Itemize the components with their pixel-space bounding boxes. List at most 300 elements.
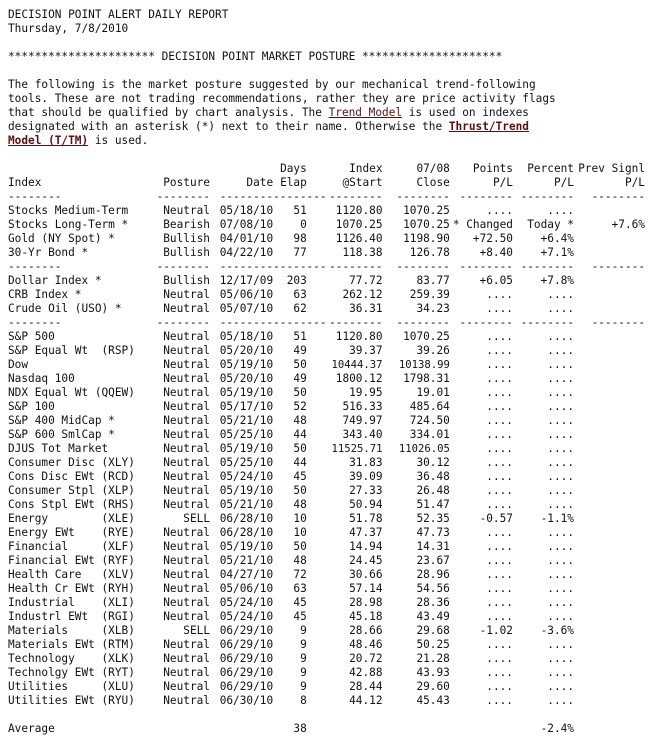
cell: +6.05 <box>479 274 513 287</box>
cell: 05/19/10 <box>219 442 274 455</box>
cell <box>574 330 653 344</box>
cell: .... <box>547 470 574 483</box>
table-row <box>8 610 653 624</box>
cell: Neutral <box>163 372 210 385</box>
cell: 26.48 <box>416 484 450 497</box>
cell: .... <box>486 288 513 301</box>
cell: Neutral <box>163 428 210 441</box>
cell: 06/29/10 <box>219 638 274 651</box>
cell: 05/18/10 <box>219 204 274 217</box>
cell: 1070.25 <box>335 218 383 231</box>
table-body <box>8 162 653 736</box>
table-row <box>8 358 653 372</box>
cell: 07/08 <box>416 162 450 175</box>
cell: 05/19/10 <box>219 358 274 371</box>
report-title: DECISION POINT ALERT DAILY REPORT <box>8 8 229 21</box>
cell: 49 <box>293 344 307 357</box>
cell: Index <box>8 176 42 189</box>
cell: Neutral <box>163 330 210 343</box>
report-page <box>8 8 653 736</box>
cell: Consumer Disc (XLY) <box>8 456 135 469</box>
cell: 05/19/10 <box>219 386 274 399</box>
cell: 126.78 <box>409 246 450 259</box>
cell: Today * <box>527 218 574 231</box>
cell: Financial EWt (RYF) <box>8 554 135 567</box>
cell: +6.4% <box>540 232 574 245</box>
cell: 06/28/10 <box>219 512 274 525</box>
cell: 47.73 <box>416 526 450 539</box>
cell: 48.46 <box>349 638 383 651</box>
cell: Industrl EWt (RGI) <box>8 610 135 623</box>
cell: Financial (XLF) <box>8 540 135 553</box>
cell: Neutral <box>163 358 210 371</box>
cell: 11026.05 <box>398 443 450 455</box>
cell <box>8 708 155 722</box>
cell <box>574 638 653 652</box>
cell: 05/20/10 <box>219 344 274 357</box>
cell: 63 <box>293 288 307 301</box>
cell <box>383 722 450 736</box>
cell: 14.94 <box>349 540 383 553</box>
cell: 52.35 <box>416 512 450 525</box>
cell: .... <box>547 694 574 707</box>
cell: .... <box>486 540 513 553</box>
cell: .... <box>547 456 574 469</box>
cell <box>574 400 653 414</box>
cell: Cons Disc EWt (RCD) <box>8 470 135 483</box>
cell: 06/29/10 <box>219 624 274 637</box>
cell: DJUS Tot Market <box>8 442 109 455</box>
cell: 36.48 <box>416 470 450 483</box>
cell: 06/29/10 <box>219 652 274 665</box>
cell: SELL <box>183 512 210 525</box>
cell: 05/24/10 <box>219 470 274 483</box>
cell: 24.45 <box>349 554 383 567</box>
cell: 43.93 <box>416 666 450 679</box>
cell: Neutral <box>163 540 210 553</box>
cell: .... <box>547 330 574 343</box>
cell: 9 <box>300 652 307 665</box>
cell: Neutral <box>163 344 210 357</box>
table-row <box>8 274 653 288</box>
table-row <box>8 596 653 610</box>
cell: 343.40 <box>342 428 383 441</box>
cell: .... <box>486 470 513 483</box>
table-row <box>8 540 653 554</box>
cell: 77.72 <box>349 274 383 287</box>
cell: .... <box>486 666 513 679</box>
table-row <box>8 204 653 218</box>
table-row <box>8 414 653 428</box>
cell: 50.25 <box>416 638 450 651</box>
cell: +8.40 <box>479 246 513 259</box>
cell: 1198.90 <box>403 232 450 245</box>
rule-row <box>8 316 653 330</box>
cell <box>574 498 653 512</box>
cell: -------- <box>520 316 574 329</box>
cell: 83.77 <box>416 274 450 287</box>
cell <box>574 274 653 288</box>
cell: -------- <box>273 260 327 273</box>
average-days: 38 <box>293 722 307 735</box>
cell: 11525.71 <box>331 443 383 455</box>
cell <box>574 358 653 372</box>
cell: Materials (XLB) <box>8 624 135 637</box>
cell: -------- <box>520 260 574 273</box>
cell: .... <box>547 568 574 581</box>
cell: .... <box>486 554 513 567</box>
cell: .... <box>486 456 513 469</box>
cell: 1070.25 <box>403 330 450 343</box>
cell: 1126.40 <box>335 232 383 245</box>
cell <box>574 344 653 358</box>
table-row <box>8 666 653 680</box>
trend-model-link[interactable]: Trend Model <box>328 106 403 119</box>
table-row <box>8 400 653 414</box>
cell: 749.97 <box>342 414 383 427</box>
table-row <box>8 330 653 344</box>
cell: 06/29/10 <box>219 680 274 693</box>
cell: Neutral <box>163 554 210 567</box>
cell: 12/17/09 <box>219 274 274 287</box>
cell: 44.12 <box>349 694 383 707</box>
cell: 05/06/10 <box>219 288 274 301</box>
cell: Neutral <box>163 414 210 427</box>
thrust-trend-model-link[interactable]: Thrust/Trend Model (T/TM) <box>8 120 529 147</box>
intro-text: is used. <box>88 134 149 147</box>
cell: 30.66 <box>349 568 383 581</box>
cell: 51.78 <box>349 512 383 525</box>
cell: -------- <box>459 190 513 203</box>
cell: -------- <box>396 260 450 273</box>
cell: 28.44 <box>349 680 383 693</box>
cell: Neutral <box>163 638 210 651</box>
cell: .... <box>547 638 574 651</box>
table-row <box>8 470 653 484</box>
table-row <box>8 246 653 260</box>
cell: 45.43 <box>416 694 450 707</box>
cell: -------- <box>8 190 62 203</box>
cell <box>574 568 653 582</box>
cell: .... <box>547 302 574 315</box>
cell: Health Cr EWt (RYH) <box>8 582 135 595</box>
cell <box>574 610 653 624</box>
cell <box>574 470 653 484</box>
cell: 57.14 <box>349 582 383 595</box>
cell: .... <box>547 344 574 357</box>
cell: * Changed <box>452 218 513 231</box>
table-row <box>8 498 653 512</box>
cell: Bullish <box>163 246 210 259</box>
cell <box>574 596 653 610</box>
cell <box>574 372 653 386</box>
cell <box>574 428 653 442</box>
cell: 30-Yr Bond * <box>8 246 89 259</box>
cell: 05/24/10 <box>219 596 274 609</box>
cell: .... <box>547 358 574 371</box>
table-row <box>8 694 653 708</box>
average-label: Average <box>8 722 55 735</box>
cell: .... <box>486 414 513 427</box>
cell: Bullish <box>163 232 210 245</box>
cell: 259.39 <box>409 288 450 301</box>
cell: .... <box>486 204 513 217</box>
cell: Neutral <box>163 694 210 707</box>
intro-text: is used on indexes designated with an asterisk (*) next to their name. Otherwise the <box>8 106 529 133</box>
cell: 05/17/10 <box>219 400 274 413</box>
cell <box>513 708 574 722</box>
table-row <box>8 386 653 400</box>
cell: P/L <box>624 176 645 189</box>
rule-row <box>8 260 653 274</box>
cell: S&P Equal Wt (RSP) <box>8 344 135 357</box>
cell: -1.1% <box>540 512 574 525</box>
cell: Neutral <box>163 680 210 693</box>
cell: 10138.99 <box>398 359 450 371</box>
cell: 05/25/10 <box>219 456 274 469</box>
cell <box>574 540 653 554</box>
cell: Neutral <box>163 204 210 217</box>
cell: Neutral <box>163 498 210 511</box>
cell: Dollar Index * <box>8 274 102 287</box>
table-row <box>8 680 653 694</box>
cell: 10444.37 <box>331 359 383 371</box>
cell: -------- <box>329 190 383 203</box>
cell: Points <box>472 162 513 175</box>
cell: 47.37 <box>349 526 383 539</box>
cell: -------- <box>219 190 274 203</box>
cell: .... <box>547 414 574 427</box>
cell: Technolgy EWt (RYT) <box>8 666 135 679</box>
cell <box>574 680 653 694</box>
cell: 45 <box>293 470 307 483</box>
cell: Neutral <box>163 666 210 679</box>
cell: .... <box>486 358 513 371</box>
cell: -1.02 <box>479 624 513 637</box>
cell: 118.38 <box>342 246 383 259</box>
cell: Materials EWt (RTM) <box>8 638 135 651</box>
cell: -------- <box>156 190 210 203</box>
cell: .... <box>547 386 574 399</box>
cell: P/L <box>492 176 513 189</box>
cell: 29.60 <box>416 680 450 693</box>
cell: .... <box>547 540 574 553</box>
cell: S&P 600 SmlCap * <box>8 428 115 441</box>
cell: 29.68 <box>416 624 450 637</box>
cell: -------- <box>459 260 513 273</box>
cell: 07/08/10 <box>219 218 274 231</box>
table-header-row <box>8 176 653 190</box>
cell: -------- <box>329 316 383 329</box>
cell: 28.98 <box>349 596 383 609</box>
cell: -0.57 <box>479 512 513 525</box>
cell: +7.8% <box>540 274 574 287</box>
cell: Close <box>416 176 450 189</box>
cell: .... <box>486 596 513 609</box>
cell <box>574 512 653 526</box>
cell: Stocks Long-Term * <box>8 218 129 231</box>
cell: Cons Stpl EWt (RHS) <box>8 498 135 511</box>
cell: 50 <box>293 386 307 399</box>
cell: Bearish <box>163 218 210 231</box>
cell: .... <box>547 428 574 441</box>
cell <box>574 414 653 428</box>
cell: P/L <box>553 176 574 189</box>
cell: 485.64 <box>409 400 450 413</box>
cell: 45.18 <box>349 610 383 623</box>
cell: .... <box>486 330 513 343</box>
average-percent: -2.4% <box>540 722 574 735</box>
cell: 06/30/10 <box>219 694 274 707</box>
cell: 9 <box>300 638 307 651</box>
cell: 50 <box>293 358 307 371</box>
cell: 1070.25 <box>403 218 450 231</box>
cell: +7.1% <box>540 246 574 259</box>
cell: 20.72 <box>349 652 383 665</box>
cell <box>307 722 383 736</box>
cell: Dow <box>8 358 29 371</box>
cell: .... <box>547 484 574 497</box>
cell: -------- <box>219 260 274 273</box>
cell: 43.49 <box>416 610 450 623</box>
cell: Health Care (XLV) <box>8 568 135 581</box>
cell: 23.67 <box>416 554 450 567</box>
cell: .... <box>486 680 513 693</box>
table-row <box>8 652 653 666</box>
cell: -------- <box>219 316 274 329</box>
intro-text: The following is the market posture suggested by our mechanical trend-following tools. These are not trading recommendations, rather they are price activity flags that should be qualified by chart analysis. The <box>8 78 556 119</box>
cell: 39.37 <box>349 344 383 357</box>
cell: .... <box>547 372 574 385</box>
cell: 52 <box>293 400 307 413</box>
cell <box>450 722 513 736</box>
cell: 50 <box>293 540 307 553</box>
cell <box>574 652 653 666</box>
cell: 39.26 <box>416 344 450 357</box>
cell <box>574 624 653 638</box>
cell: .... <box>486 610 513 623</box>
cell: Gold (NY Spot) * <box>8 232 115 245</box>
cell: 42.88 <box>349 666 383 679</box>
cell: 334.01 <box>409 428 450 441</box>
cell: Consumer Stpl (XLP) <box>8 484 135 497</box>
cell: 50 <box>293 484 307 497</box>
market-posture-table <box>8 162 653 736</box>
cell: 45 <box>293 596 307 609</box>
table-row <box>8 568 653 582</box>
cell: Neutral <box>163 652 210 665</box>
cell: .... <box>486 400 513 413</box>
report-date: Thursday, 7/8/2010 <box>8 22 129 35</box>
cell: CRB Index * <box>8 288 82 301</box>
cell: Neutral <box>163 470 210 483</box>
table-row <box>8 288 653 302</box>
cell: Date <box>246 176 274 189</box>
cell: 06/28/10 <box>219 526 274 539</box>
table-row <box>8 428 653 442</box>
cell: Utilities (XLU) <box>8 680 135 693</box>
cell: .... <box>486 526 513 539</box>
cell <box>574 232 653 246</box>
cell: .... <box>486 428 513 441</box>
table-row <box>8 232 653 246</box>
cell <box>574 722 653 736</box>
cell: Percent <box>527 162 574 175</box>
cell: .... <box>486 652 513 665</box>
cell <box>574 666 653 680</box>
cell: Index <box>349 162 383 175</box>
section-title: ********************** DECISION POINT MARKET POSTURE ********************* <box>8 50 503 63</box>
table-row <box>8 344 653 358</box>
cell: 45 <box>293 610 307 623</box>
cell: Energy EWt (RYE) <box>8 526 135 539</box>
cell: .... <box>486 568 513 581</box>
cell: 203 <box>286 274 307 287</box>
cell: 05/21/10 <box>219 414 274 427</box>
cell: 48 <box>293 554 307 567</box>
cell: .... <box>547 610 574 623</box>
cell: 1120.80 <box>335 330 383 343</box>
cell: 1070.25 <box>403 204 450 217</box>
cell <box>155 708 210 722</box>
cell: .... <box>547 526 574 539</box>
average-row <box>8 722 653 736</box>
cell: 50 <box>293 442 307 455</box>
table-row <box>8 624 653 638</box>
cell: 28.96 <box>416 568 450 581</box>
cell: 14.31 <box>416 540 450 553</box>
cell: .... <box>486 372 513 385</box>
cell: .... <box>486 484 513 497</box>
cell: 48 <box>293 414 307 427</box>
rule-row <box>8 190 653 204</box>
cell: 04/27/10 <box>219 568 274 581</box>
cell <box>574 246 653 260</box>
cell: 63 <box>293 582 307 595</box>
cell: Neutral <box>163 386 210 399</box>
cell: .... <box>486 442 513 455</box>
cell <box>574 442 653 456</box>
cell: Stocks Medium-Term <box>8 204 129 217</box>
cell: 05/18/10 <box>219 330 274 343</box>
cell <box>574 484 653 498</box>
cell: -3.6% <box>540 624 574 637</box>
cell <box>383 708 450 722</box>
cell: 9 <box>300 624 307 637</box>
cell: 48 <box>293 498 307 511</box>
cell: .... <box>547 680 574 693</box>
cell: 8 <box>300 694 307 707</box>
cell <box>210 722 273 736</box>
cell <box>574 456 653 470</box>
cell: -------- <box>591 190 645 203</box>
cell <box>273 708 307 722</box>
cell: S&P 400 MidCap * <box>8 414 115 427</box>
cell: 54.56 <box>416 582 450 595</box>
cell: .... <box>486 582 513 595</box>
cell <box>574 554 653 568</box>
cell: -------- <box>273 190 327 203</box>
table-row <box>8 554 653 568</box>
cell <box>450 708 513 722</box>
cell: 72 <box>293 568 307 581</box>
cell: 27.33 <box>349 484 383 497</box>
cell: Neutral <box>163 484 210 497</box>
cell <box>210 708 273 722</box>
cell: 04/01/10 <box>219 232 274 245</box>
cell: .... <box>547 204 574 217</box>
table-row <box>8 442 653 456</box>
